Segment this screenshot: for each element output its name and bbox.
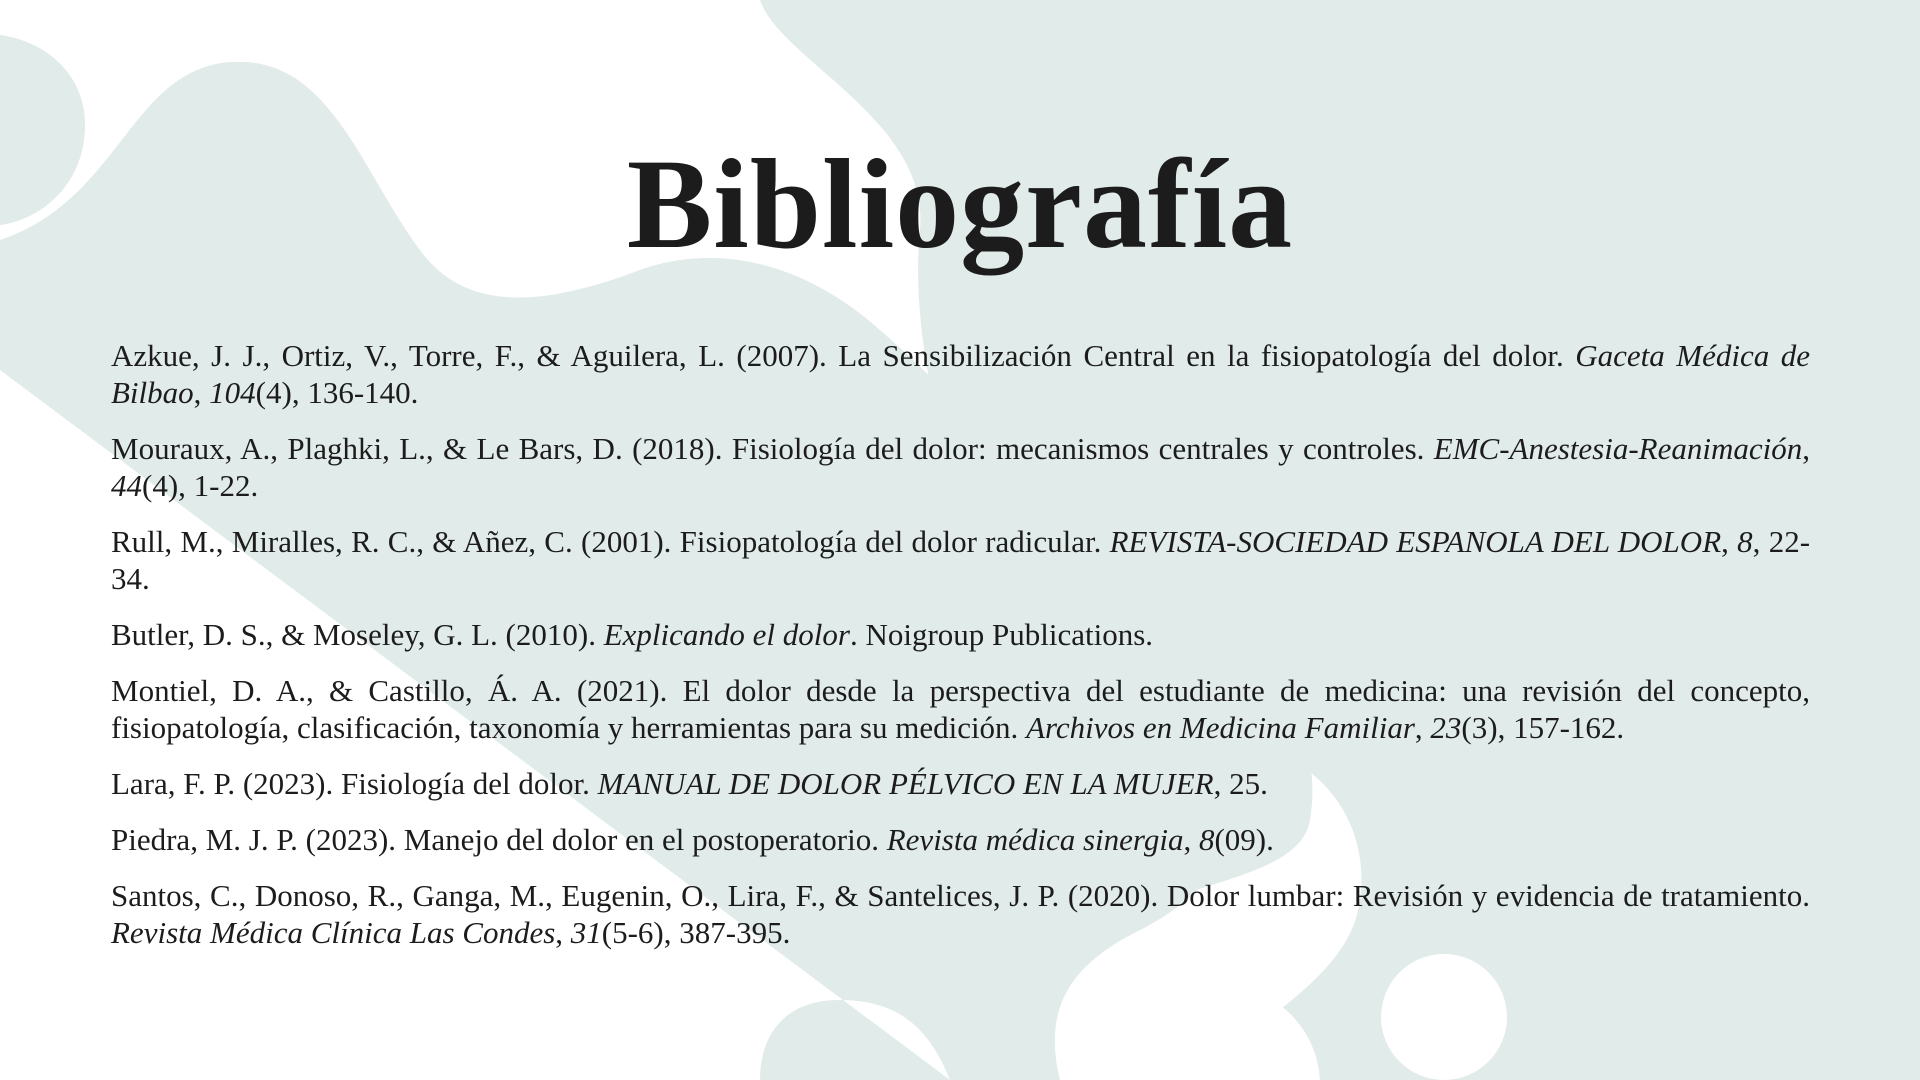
reference-item bbox=[111, 616, 1810, 653]
reference-rest: (5-6), 387-395. bbox=[601, 915, 791, 950]
reference-source: Revista Médica Clínica Las Condes bbox=[111, 915, 556, 950]
reference-sep: , bbox=[193, 375, 210, 410]
reference-volume: 23 bbox=[1430, 710, 1462, 745]
reference-source: Gaceta Médica de Bilbao bbox=[111, 338, 1810, 410]
reference-authors: Butler, D. S., & Moseley, G. L. (2010). bbox=[111, 617, 604, 652]
decorative-circle-bottom-left bbox=[1120, 985, 1320, 1080]
reference-volume: 44 bbox=[111, 468, 142, 503]
reference-volume: 8 bbox=[1737, 524, 1753, 559]
reference-source: EMC-Anestesia-Reanimación bbox=[1433, 431, 1803, 466]
reference-authors: Lara, F. P. (2023). Fisiología del dolor. bbox=[111, 766, 598, 801]
reference-item bbox=[111, 765, 1810, 802]
reference-rest: . Noigroup Publications. bbox=[849, 617, 1154, 652]
reference-authors: Azkue, J. J., Ortiz, V., Torre, F., & Aguilera, L. (2007). La Sensibilización Central en la fisiopatología del dolor. bbox=[111, 338, 1576, 373]
reference-item bbox=[111, 337, 1810, 411]
reference-source: Revista médica sinergia bbox=[886, 822, 1184, 857]
reference-volume: 31 bbox=[570, 915, 602, 950]
reference-sep: , bbox=[1802, 431, 1810, 466]
reference-rest: (4), 136-140. bbox=[255, 375, 419, 410]
reference-volume: 104 bbox=[209, 375, 256, 410]
reference-authors: Montiel, D. A., & Castillo, Á. A. (2021). El dolor desde la perspectiva del estudiante de medicina: una revisión del concepto, fisiopatología, clasificación, taxonomía y herramientas para su medición. bbox=[111, 673, 1810, 745]
reference-authors: Piedra, M. J. P. (2023). Manejo del dolor en el postoperatorio. bbox=[111, 822, 887, 857]
decorative-circle-bottom-right bbox=[1381, 954, 1507, 1080]
reference-volume: 8 bbox=[1198, 822, 1215, 857]
reference-item bbox=[111, 821, 1810, 858]
reference-sep: , bbox=[1721, 524, 1738, 559]
reference-rest: (3), 157-162. bbox=[1461, 710, 1625, 745]
reference-source: REVISTA-SOCIEDAD ESPANOLA DEL DOLOR bbox=[1109, 524, 1722, 559]
reference-item bbox=[111, 523, 1810, 597]
page-title: Bibliografía bbox=[626, 133, 1294, 275]
reference-rest: (4), 1-22. bbox=[142, 468, 259, 503]
reference-rest: (09). bbox=[1214, 822, 1274, 857]
reference-authors: Mouraux, A., Plaghki, L., & Le Bars, D. (2018). Fisiología del dolor: mecanismos centrales y controles. bbox=[111, 431, 1434, 466]
reference-sep: , bbox=[555, 915, 571, 950]
reference-source: Explicando el dolor bbox=[603, 617, 850, 652]
reference-item bbox=[111, 430, 1810, 504]
reference-source: MANUAL DE DOLOR PÉLVICO EN LA MUJER bbox=[597, 766, 1214, 801]
reference-authors: Santos, C., Donoso, R., Ganga, M., Eugenin, O., Lira, F., & Santelices, J. P. (2020). Dolor lumbar: Revisión y evidencia de tratamiento. bbox=[111, 878, 1810, 913]
reference-item bbox=[111, 672, 1810, 746]
reference-list bbox=[111, 337, 1810, 970]
reference-authors: Rull, M., Miralles, R. C., & Añez, C. (2001). Fisiopatología del dolor radicular. bbox=[111, 524, 1110, 559]
reference-sep: , bbox=[1414, 710, 1431, 745]
reference-rest: , 22-34. bbox=[111, 524, 1811, 596]
reference-rest: , 25. bbox=[1213, 766, 1268, 801]
reference-item bbox=[111, 877, 1810, 951]
reference-source: Archivos en Medicina Familiar bbox=[1026, 710, 1415, 745]
reference-sep: , bbox=[1183, 822, 1199, 857]
